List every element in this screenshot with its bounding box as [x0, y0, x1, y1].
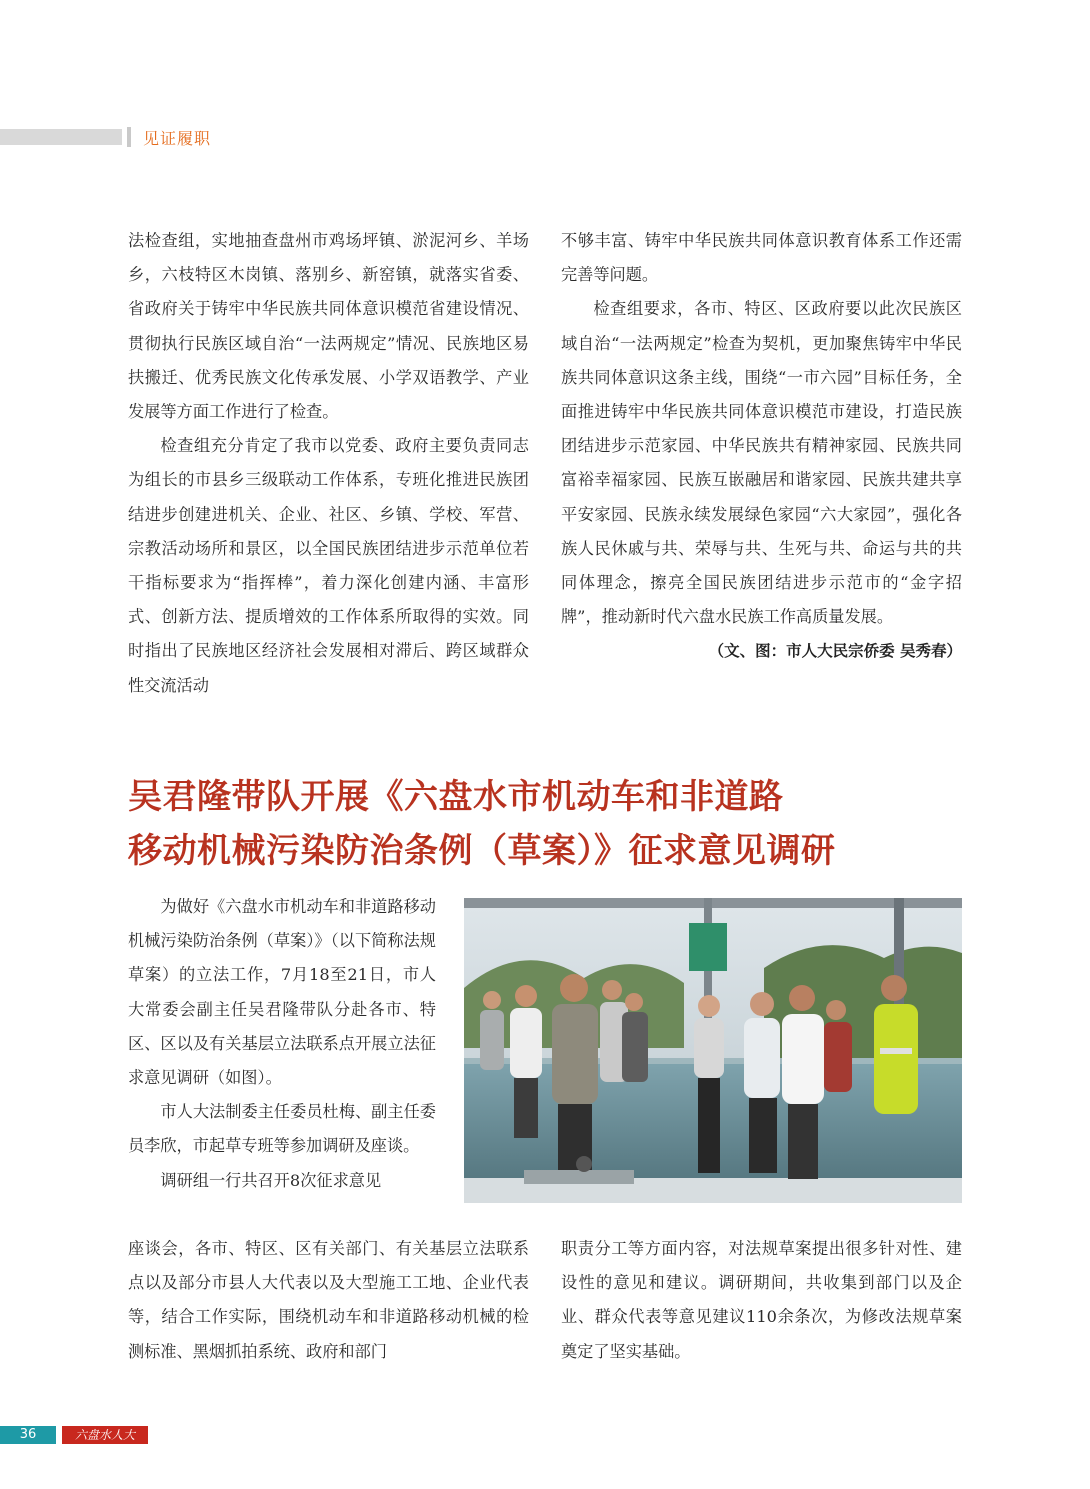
- article2-headline: [128, 770, 988, 878]
- header-divider-mark: [127, 127, 131, 147]
- article1-right-paragraph-2: 检查组要求，各市、特区、区政府要以此次民族区域自治“一法两规定”检查为契机，更加聚焦铸牢中华民族共同体意识这条主线，围绕“一市六园”目标任务，全面推进铸牢中华民族共同体意识模范市建设，打造民族团结进步示范家园、中华民族共有精神家园、民族共同富裕幸福家园、民族互嵌融居和谐家园、民族共建共享平安家园、民族永续发展绿色家园“六大家园”，强化各族人民休戚与共、荣辱与共、生死与共、命运与共的共同体理念，擦亮全国民族团结进步示范市的“金字招牌”，推动新时代六盘水民族工作高质量发展。: [561, 299, 962, 627]
- section-label: 见证履职: [143, 129, 212, 148]
- article2-photo: [464, 898, 962, 1203]
- article2-paragraph-3-start: 调研组一行共召开8次征求意见: [160, 1170, 382, 1190]
- article1-right-column: [561, 224, 962, 669]
- article1-right-paragraph-1: 不够丰富、铸牢中华民族共同体意识教育体系工作还需完善等问题。: [561, 231, 962, 285]
- article1-left-column: [128, 224, 529, 703]
- magazine-name: 六盘水人大: [62, 1426, 148, 1444]
- article2-left-column: [128, 890, 436, 1198]
- header-gray-bar: [0, 129, 122, 145]
- article1-left-paragraph-1: 法检查组，实地抽查盘州市鸡场坪镇、淤泥河乡、羊场乡，六枝特区木岗镇、落别乡、新窑镇，就落实省委、省政府关于铸牢中华民族共同体意识模范省建设情况、贯彻执行民族区域自治“一法两规定”情况、民族地区易扶搬迁、优秀民族文化传承发展、小学双语教学、产业发展等方面工作进行了检查。: [128, 231, 529, 422]
- article1-credit: （文、图：市人大民宗侨委 吴秀春）: [708, 642, 962, 661]
- article2-paragraph-2: 市人大法制委主任委员杜梅、副主任委员李欣，市起草专班等参加调研及座谈。: [128, 1102, 436, 1156]
- page-number: 36: [0, 1426, 56, 1444]
- article2-bottom-left-text: 座谈会，各市、特区、区有关部门、有关基层立法联系点以及部分市县人大代表以及大型施工工地、企业代表等，结合工作实际，围绕机动车和非道路移动机械的检测标准、黑烟抓拍系统、政府和部门: [128, 1239, 529, 1361]
- article2-headline-line2: 移动机械污染防治条例（草案）》征求意见调研: [128, 831, 836, 871]
- article2-bottom-right-column: [561, 1232, 962, 1369]
- article2-headline-line1: 吴君隆带队开展《六盘水市机动车和非道路: [128, 777, 784, 817]
- article2-bottom-right-text: 职责分工等方面内容，对法规草案提出很多针对性、建设性的意见和建议。调研期间，共收集到部门以及企业、群众代表等意见建议110余条次，为修改法规草案奠定了坚实基础。: [561, 1239, 962, 1361]
- article2-paragraph-1: 为做好《六盘水市机动车和非道路移动机械污染防治条例（草案）》（以下简称法规草案）的立法工作，7月18至21日，市人大常委会副主任吴君隆带队分赴各市、特区、区以及有关基层立法联系点开展立法征求意见调研（如图）。: [128, 897, 436, 1088]
- article1-left-paragraph-2: 检查组充分肯定了我市以党委、政府主要负责同志为组长的市县乡三级联动工作体系，专班化推进民族团结进步创建进机关、企业、社区、乡镇、学校、军营、宗教活动场所和景区，以全国民族团结进步示范单位若干指标要求为“指挥棒”，着力深化创建内涵、丰富形式、创新方法、提质增效的工作体系所取得的实效。同时指出了民族地区经济社会发展相对滞后、跨区域群众性交流活动: [128, 436, 529, 695]
- article2-bottom-left-column: [128, 1232, 529, 1369]
